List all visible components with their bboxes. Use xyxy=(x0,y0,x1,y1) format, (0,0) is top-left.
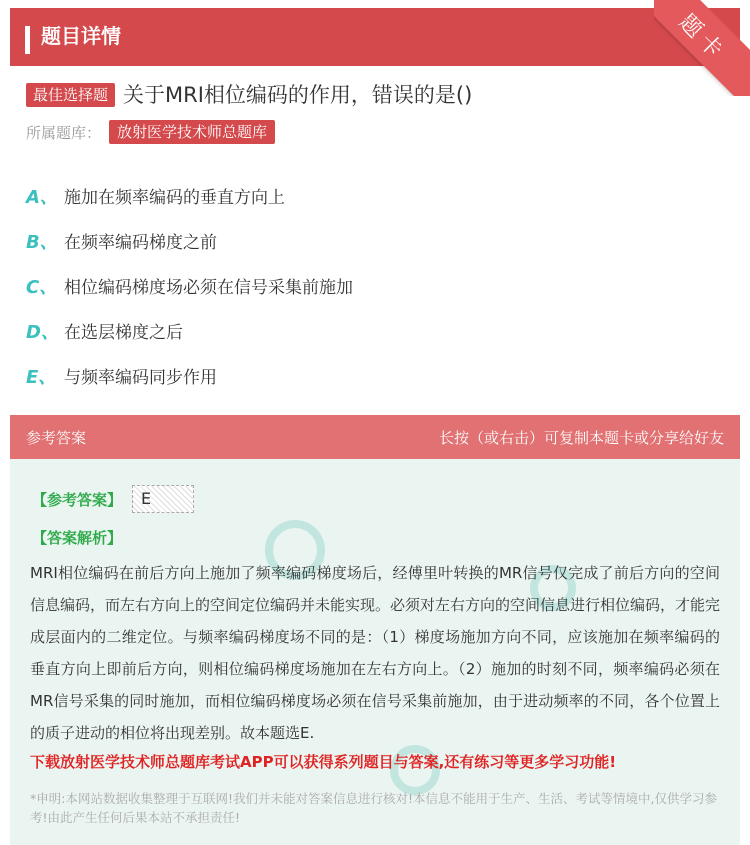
share-hint: 长按（或右击）可复制本题卡或分享给好友 xyxy=(438,428,724,447)
answer-value: E xyxy=(132,485,194,513)
disclaimer-text: *申明:本网站数据收集整理于互联网!我们并未能对答案信息进行核对!本信息不能用于生产、生活、考试等情境中,仅供学习参考!由此产生任何后果本站不承担责任! xyxy=(30,791,717,825)
header-accent-bar xyxy=(25,26,30,54)
option-a[interactable] xyxy=(26,173,726,218)
option-e[interactable] xyxy=(26,353,726,398)
option-letter: C、 xyxy=(26,276,58,298)
answer-label: 【参考答案】 xyxy=(32,490,123,509)
options-list xyxy=(26,173,726,398)
option-text: 在频率编码梯度之前 xyxy=(64,233,217,253)
page-header xyxy=(10,8,740,66)
answer-line xyxy=(32,485,194,513)
option-b[interactable] xyxy=(26,218,726,263)
answer-section xyxy=(10,415,740,845)
library-link[interactable]: 放射医学技术师总题库 xyxy=(109,120,275,144)
corner-label: 题卡 xyxy=(673,9,732,68)
option-text: 与频率编码同步作用 xyxy=(64,368,217,388)
answer-header xyxy=(10,415,740,459)
option-letter: E、 xyxy=(26,366,57,388)
page-title: 题目详情 xyxy=(41,24,121,48)
explanation-label: 【答案解析】 xyxy=(32,529,123,547)
option-d[interactable] xyxy=(26,308,726,353)
option-c[interactable] xyxy=(26,263,726,308)
library-label: 所属题库： xyxy=(26,123,102,142)
option-text: 施加在频率编码的垂直方向上 xyxy=(64,188,285,208)
option-letter: D、 xyxy=(26,321,59,343)
question-text: 关于MRI相位编码的作用，错误的是() xyxy=(123,83,473,107)
option-text: 在选层梯度之后 xyxy=(64,323,183,343)
option-letter: A、 xyxy=(26,186,58,208)
option-text: 相位编码梯度场必须在信号采集前施加 xyxy=(64,278,353,298)
explanation-text: MRI相位编码在前后方向上施加了频率编码梯度场后，经傅里叶转换的MR信号仅完成了前后方向的空间信息编码，而左右方向上的空间定位编码并未能实现。必须对左右方向的空间信息进行相位编码，才能完成层面内的二维定位。与频率编码梯度场不同的是：（1）梯度场施加方向不同，应该施加在频率编码的垂直方向上即前后方向，则相位编码梯度场施加在左右方向上。（2）施加的时刻不同，频率编码必须在MR信号采集的同时施加，而相位编码梯度场必须在信号采集前施加，由于进动频率的不同，各个位置上的质子进动的相位将出现差别。故本题选E. xyxy=(30,564,721,742)
option-letter: B、 xyxy=(26,231,58,253)
answer-section-title: 参考答案 xyxy=(26,428,87,447)
app-promo-link[interactable]: 下载放射医学技术师总题库考试APP可以获得系列题目与答案,还有练习等更多学习功能! xyxy=(30,753,617,771)
question-block xyxy=(26,80,726,144)
question-type-tag: 最佳选择题 xyxy=(26,83,115,107)
